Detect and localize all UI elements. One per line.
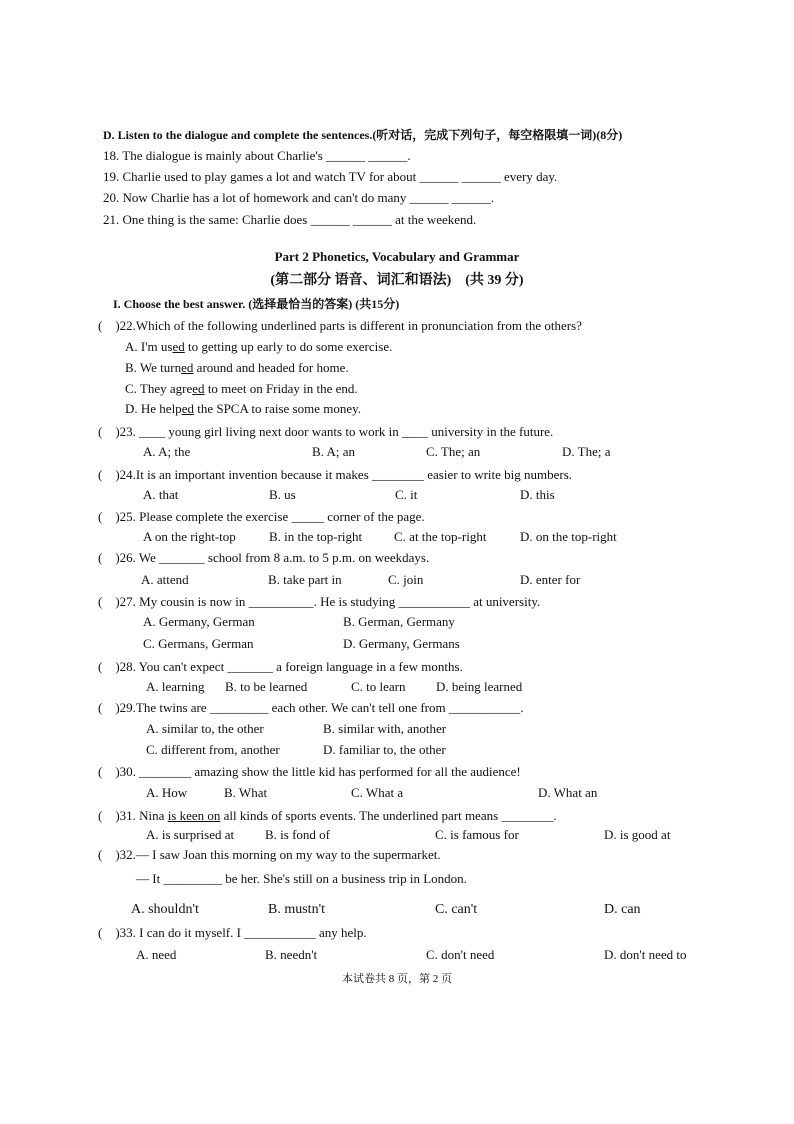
q25-option-b: B. in the top-right (269, 529, 363, 544)
q31-option-b: B. is fond of (265, 827, 330, 842)
part2-title-cn: (第二部分 语音、词汇和语法) (共 39 分) (270, 273, 524, 288)
question-19: 19. Charlie used to play games a lot and watch TV for about ______ ______ every day. (103, 169, 558, 184)
question-29: ( )29.The twins are _________ each other. We can't tell one from ___________. (98, 700, 524, 715)
page-footer: 本试卷共 8 页，第 2 页 (342, 973, 452, 985)
q28-option-d: D. being learned (436, 679, 523, 694)
q31-option-a: A. is surprised at (146, 827, 235, 842)
section-i-heading: I. Choose the best answer. (选择最恰当的答案) (共15分) (113, 297, 400, 311)
q23-option-a: A. A; the (143, 444, 191, 459)
q24-option-d: D. this (520, 487, 555, 502)
question-30: ( )30. ________ amazing show the little kid has performed for all the audience! (98, 764, 521, 779)
q32-option-c: C. can't (435, 902, 478, 917)
question-32-line2: — It _________ be her. She's still on a business trip in London. (136, 871, 467, 886)
q22-option-b: B. We turned around and headed for home. (125, 360, 349, 375)
q24-option-c: C. it (395, 487, 418, 502)
q32-option-a: A. shouldn't (131, 902, 199, 917)
q28-option-c: C. to learn (351, 679, 406, 694)
section-d-heading: D. Listen to the dialogue and complete the sentences.(听对话，完成下列句子，每空格限填一词)(8分) (103, 128, 623, 142)
q33-option-d: D. don't need to (604, 947, 687, 962)
q24-option-b: B. us (269, 487, 296, 502)
q24-option-a: A. that (143, 487, 179, 502)
question-31: ( )31. Nina is keen on all kinds of sports events. The underlined part means ________. (98, 808, 557, 823)
q30-option-c: C. What a (351, 785, 404, 800)
question-22: ( )22.Which of the following underlined parts is different in pronunciation from the others? (98, 318, 582, 333)
question-33: ( )33. I can do it myself. I ___________ any help. (98, 925, 367, 940)
q27-option-b: B. German, Germany (343, 614, 455, 629)
q33-option-c: C. don't need (426, 947, 495, 962)
q32-option-d: D. can (604, 902, 641, 917)
q25-option-a: A on the right-top (143, 529, 236, 544)
q33-option-b: B. needn't (265, 947, 318, 962)
question-18: 18. The dialogue is mainly about Charlie's ______ ______. (103, 148, 411, 163)
q25-option-d: D. on the top-right (520, 529, 617, 544)
q30-option-d: D. What an (538, 785, 598, 800)
q26-option-d: D. enter for (520, 572, 581, 587)
q29-option-b: B. similar with, another (323, 721, 447, 736)
q27-option-c: C. Germans, German (143, 636, 254, 651)
q33-option-a: A. need (136, 947, 177, 962)
q30-option-b: B. What (224, 785, 268, 800)
question-23: ( )23. ____ young girl living next door wants to work in ____ university in the future. (98, 424, 554, 439)
q26-option-a: A. attend (141, 572, 189, 587)
question-24: ( )24.It is an important invention because it makes ________ easier to write big numbers. (98, 467, 573, 482)
question-25: ( )25. Please complete the exercise _____ corner of the page. (98, 509, 425, 524)
q23-option-b: B. A; an (312, 444, 355, 459)
q27-option-a: A. Germany, German (143, 614, 255, 629)
q23-option-c: C. The; an (426, 444, 481, 459)
question-26: ( )26. We _______ school from 8 a.m. to 5 p.m. on weekdays. (98, 550, 430, 565)
q25-option-c: C. at the top-right (394, 529, 487, 544)
q29-option-a: A. similar to, the other (146, 721, 264, 736)
q26-option-c: C. join (388, 572, 424, 587)
q28-option-a: A. learning (146, 679, 205, 694)
q23-option-d: D. The; a (562, 444, 611, 459)
q31-option-d: D. is good at (604, 827, 671, 842)
question-20: 20. Now Charlie has a lot of homework and can't do many ______ ______. (103, 190, 495, 205)
q28-option-b: B. to be learned (225, 679, 308, 694)
q30-option-a: A. How (146, 785, 188, 800)
question-27: ( )27. My cousin is now in __________. He is studying ___________ at university. (98, 594, 541, 609)
q31-option-c: C. is famous for (435, 827, 519, 842)
part2-title-en: Part 2 Phonetics, Vocabulary and Grammar (274, 249, 520, 264)
question-32: ( )32.— I saw Joan this morning on my way to the supermarket. (98, 847, 441, 862)
q22-option-c: C. They agreed to meet on Friday in the end. (125, 381, 358, 396)
question-28: ( )28. You can't expect _______ a foreign language in a few months. (98, 659, 463, 674)
q29-option-d: D. familiar to, the other (323, 742, 446, 757)
q22-option-a: A. I'm used to getting up early to do some exercise. (125, 339, 393, 354)
q27-option-d: D. Germany, Germans (343, 636, 460, 651)
q29-option-c: C. different from, another (146, 742, 280, 757)
q26-option-b: B. take part in (268, 572, 342, 587)
question-21: 21. One thing is the same: Charlie does ______ ______ at the weekend. (103, 212, 477, 227)
q22-option-d: D. He helped the SPCA to raise some money. (125, 401, 362, 416)
q32-option-b: B. mustn't (268, 902, 325, 917)
